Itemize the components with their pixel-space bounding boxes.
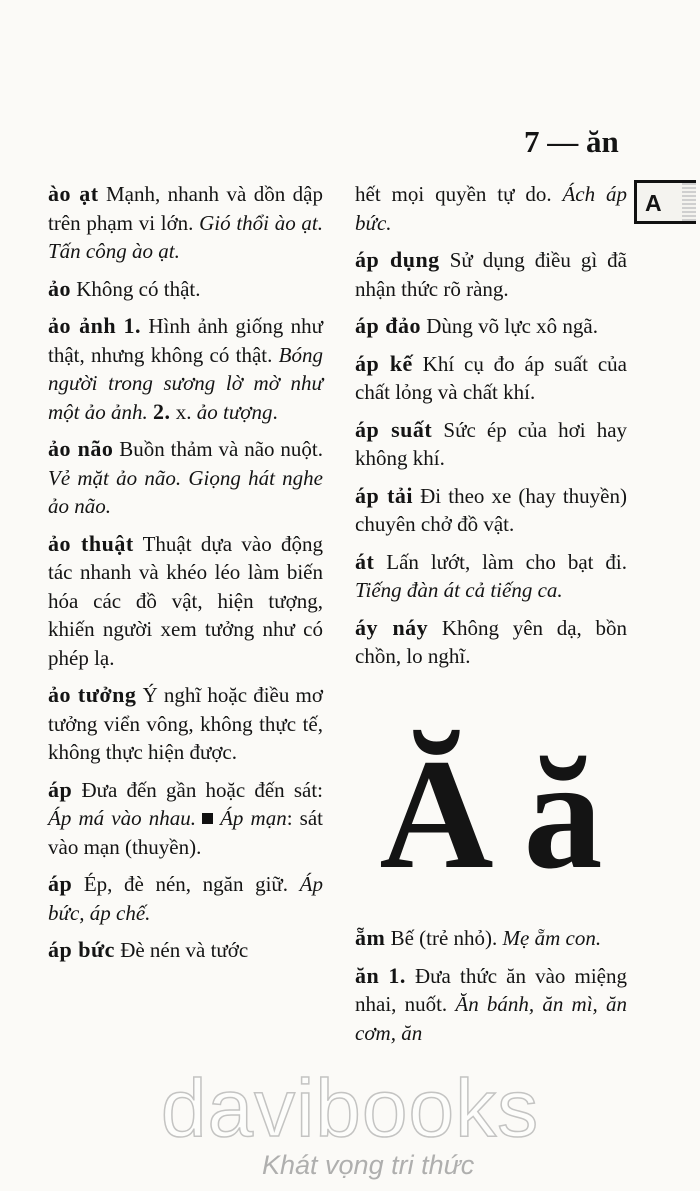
page-header — [524, 124, 634, 160]
definition: Không có thật. — [76, 276, 201, 301]
headword: áp bức — [48, 937, 115, 962]
definition: Ý nghĩ hoặc điều mơ tưởng viển vông, không thực tế, không thực hiện được. — [48, 683, 323, 764]
dictionary-entry-continuation — [355, 180, 627, 237]
example: Áp bức, áp chế. — [48, 872, 323, 925]
header-dash: — — [547, 124, 579, 159]
page-number: 7 — [524, 124, 540, 159]
section-letter-heading — [355, 727, 627, 902]
sub-entry-square-icon — [202, 813, 213, 824]
dictionary-entry — [48, 530, 323, 673]
example: Bóng người trong sương lờ mờ như một ảo ảnh. — [48, 342, 323, 424]
dictionary-entry — [48, 870, 323, 927]
headword: át — [355, 548, 375, 574]
headword: ảo ảnh — [48, 313, 117, 338]
definition: Lấn lướt, làm cho bạt đi. — [386, 549, 628, 574]
definition: Đi theo xe (hay thuyền) chuyên chở đồ vật. — [355, 483, 627, 536]
cross-reference-marker: x. — [175, 399, 192, 424]
watermark-brand: davibooks — [160, 1063, 540, 1154]
dictionary-entry — [355, 246, 627, 303]
example: Vẻ mặt ảo não. Giọng hát nghe ảo não. — [48, 465, 323, 518]
sub-entry-example: Áp mạn — [220, 806, 287, 830]
sense-number: 1. — [123, 313, 141, 338]
definition: Mạnh, nhanh và dồn dập trên phạm vi lớn. — [48, 182, 323, 235]
watermark-tagline: Khát vọng tri thức — [262, 1150, 475, 1180]
definition: Hình ảnh giống như thật, nhưng không có thật. — [48, 314, 323, 367]
dictionary-entry — [48, 275, 323, 304]
example: Ách áp bức. — [355, 182, 627, 235]
right-column — [355, 180, 627, 680]
example: Tiếng đàn át cả tiếng ca. — [355, 578, 563, 602]
sense-number: 1. — [388, 962, 406, 988]
dictionary-entry — [48, 435, 323, 521]
headword: ăn — [355, 962, 380, 988]
dictionary-entry — [355, 548, 627, 605]
definition: hết mọi quyền tự do. — [355, 182, 552, 206]
headword: áp tải — [355, 482, 414, 508]
headword: áp suất — [355, 416, 433, 442]
headword: ảo — [48, 275, 71, 301]
example: Mẹ ẵm con. — [502, 926, 602, 950]
definition: Đưa thức ăn vào miệng nhai, nuốt. — [355, 963, 628, 1016]
dictionary-entry — [355, 962, 627, 1048]
headword: ảo thuật — [48, 530, 134, 556]
example: Áp má vào nhau. — [48, 806, 196, 830]
dictionary-entry — [355, 924, 627, 953]
section-letter-upper: Ă — [379, 727, 494, 902]
dictionary-entry: ảo ảnh 1. Hình ảnh giống như thật, nhưng không có thật. Bóng người trong sương lờ mờ như một ảo ảnh. 2. x. ảo tượng. — [48, 313, 323, 424]
dictionary-entry — [48, 776, 323, 862]
definition: Ép, đè nén, ngăn giữ. — [83, 872, 289, 896]
alphabet-tab-letter: A — [645, 190, 662, 216]
headword: ẵm — [355, 925, 386, 950]
headword: ảo tưởng — [48, 682, 137, 707]
headword: áp dụng — [355, 247, 440, 272]
definition: Sử dụng điều gì đã nhận thức rõ ràng. — [355, 248, 628, 301]
dictionary-entry — [48, 936, 323, 965]
cross-reference: ảo tượng — [196, 399, 273, 424]
headword: áp — [48, 776, 73, 802]
headword: áp — [48, 871, 73, 896]
header-word: ăn — [586, 124, 619, 159]
definition: Đưa đến gần hoặc đến sát: — [81, 777, 323, 802]
definition: Thuật dựa vào động tác nhanh và khéo léo làm biến hóa các đồ vật, hiện tượng, khiến người xem tưởng như có phép lạ. — [48, 531, 323, 670]
dictionary-entry — [48, 681, 323, 767]
definition: Đè nén và tước — [120, 938, 249, 962]
headword: ào ạt — [48, 181, 99, 206]
right-column-lower — [355, 924, 627, 1056]
dictionary-entry — [355, 416, 627, 473]
sense-number: 2. — [153, 398, 171, 424]
dictionary-entry — [355, 482, 627, 539]
headword: áp kế — [355, 350, 413, 376]
sub-entry-definition: : sát vào mạn (thuyền). — [48, 806, 323, 859]
dictionary-entry — [355, 350, 627, 407]
section-letter-lower: ă — [523, 727, 603, 902]
definition: Khí cụ đo áp suất của chất lỏng và chất khí. — [355, 351, 627, 404]
example: Gió thổi ào ạt. Tấn công ào ạt. — [48, 210, 323, 263]
headword: ảo não — [48, 436, 114, 461]
dictionary-entry — [355, 614, 627, 671]
left-column — [48, 180, 323, 974]
definition: Buồn thảm và não nuột. — [119, 437, 323, 461]
example: Ăn bánh, ăn mì, ăn cơm, ăn — [355, 992, 627, 1045]
definition: Không yên dạ, bồn chồn, lo nghĩ. — [355, 615, 627, 668]
dictionary-entry — [48, 180, 323, 266]
definition: Dùng võ lực xô ngã. — [426, 314, 599, 338]
definition: Bế (trẻ nhỏ). — [390, 926, 498, 950]
definition: Sức ép của hơi hay không khí. — [355, 417, 628, 470]
dictionary-entry — [355, 312, 627, 341]
headword: áy náy — [355, 614, 429, 640]
alphabet-tab — [634, 180, 696, 224]
headword: áp đảo — [355, 313, 421, 338]
